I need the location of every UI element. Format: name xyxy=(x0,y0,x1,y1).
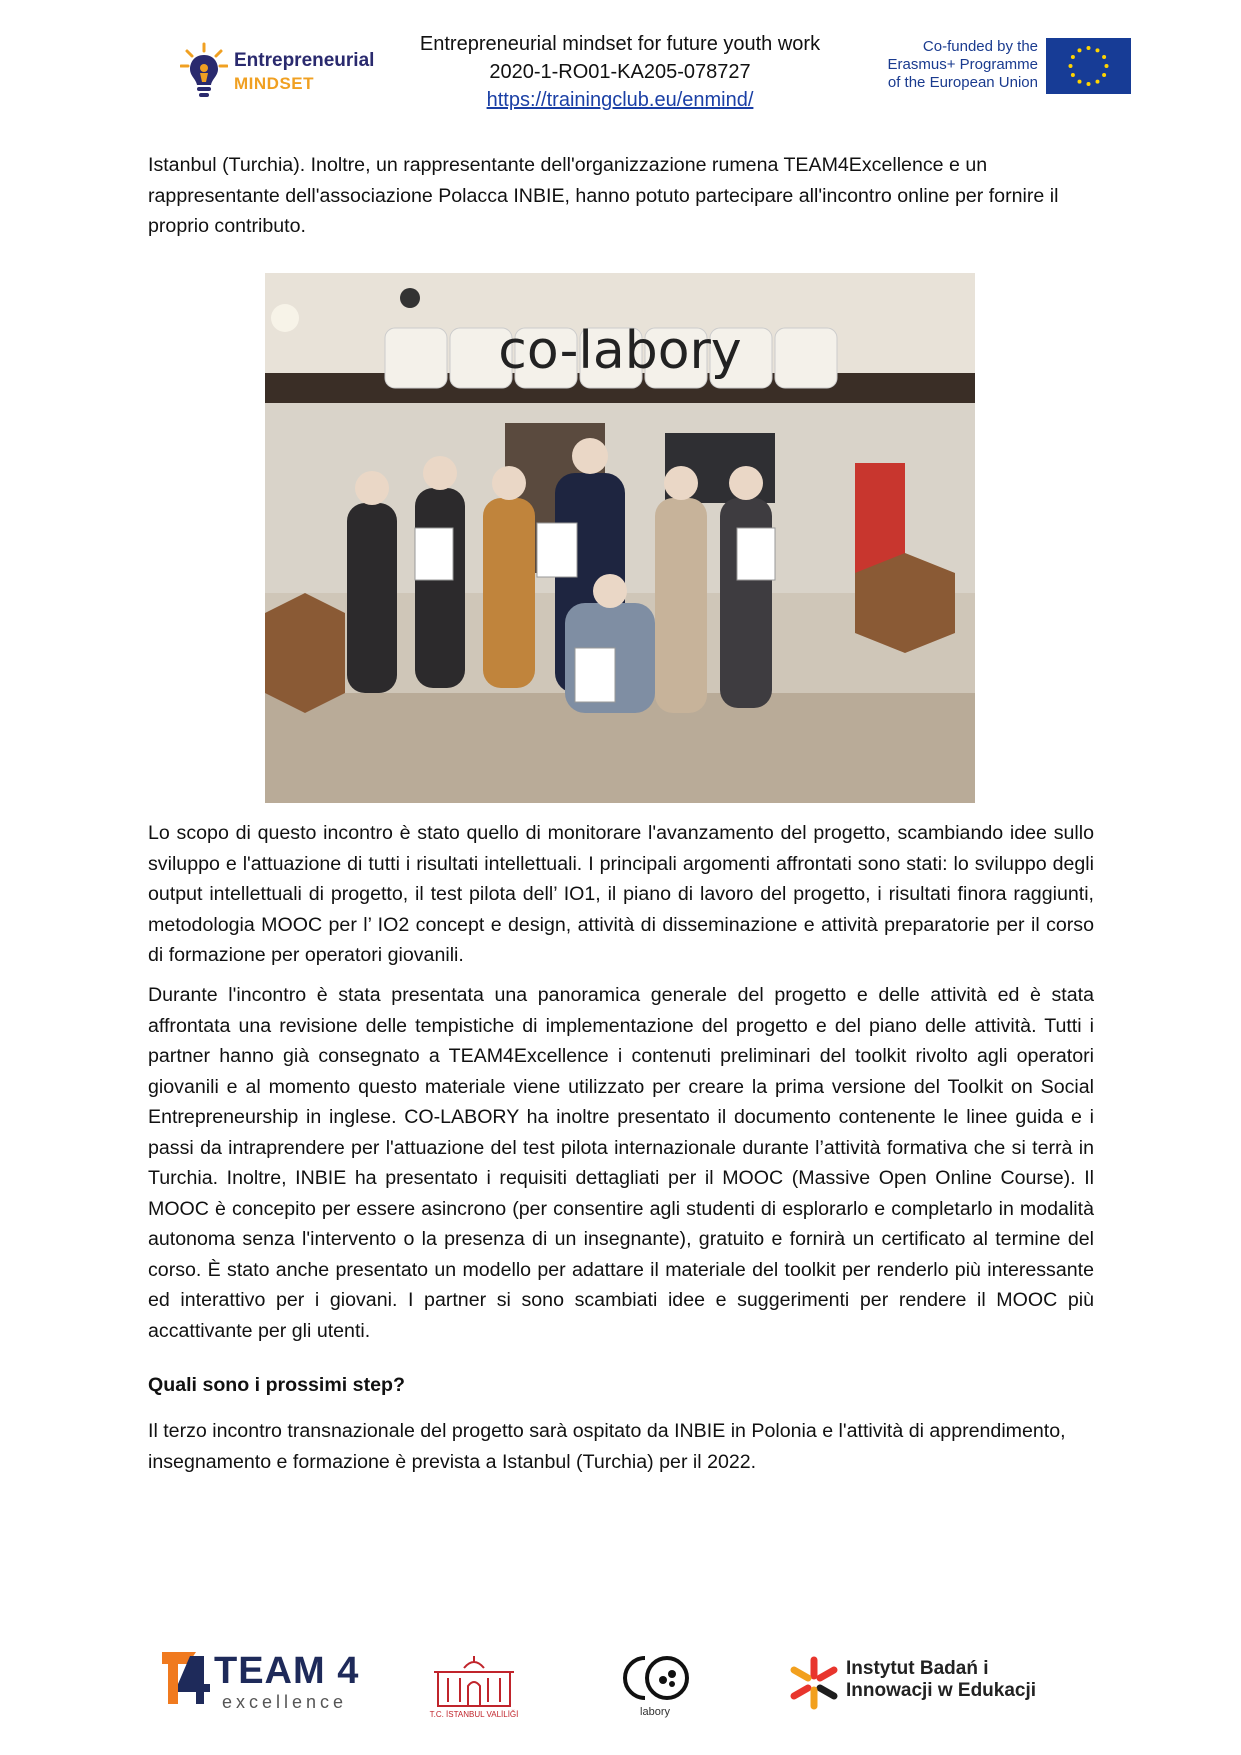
team4excellence-logo xyxy=(160,1650,370,1710)
team4-mark-icon xyxy=(160,1650,212,1706)
next-steps-heading: Quali sono i prossimi step? xyxy=(148,1374,405,1396)
inbie-name-line-2: Innowacji w Edukacji xyxy=(846,1680,1037,1701)
inbie-star-icon xyxy=(788,1654,840,1710)
entrepreneurial-mindset-logo xyxy=(180,38,390,108)
team4-name: TEAM 4 xyxy=(214,1650,360,1692)
scope-paragraph: Lo scopo di questo incontro è stato quello di monitorare l'avanzamento del progetto, scambiando idee sullo sviluppo e l'attuazione di tutti i risultati intellettuali. I principali argomenti affrontati sono stati: lo sviluppo degli output intellettuali di progetto, il test pilota dell’ IO1, il piano di lavoro del progetto, i risultati finora raggiunti, metodologia MOOC per l’ IO2 concept e design, attività di disseminazione e attività preparatorie per il corso di formazione per operatori giovanili. xyxy=(148,822,1094,966)
intro-paragraph: Istanbul (Turchia). Inoltre, un rappresentante dell'organizzazione rumena TEAM4Excellence e un rappresentante dell'associazione Polacca INBIE, hanno potuto partecipare all'incontro online per fornire il proprio contributo. xyxy=(148,154,1059,237)
meeting-paragraph: Durante l'incontro è stata presentata una panoramica generale del progetto e delle attività ed è stata affrontata una revisione delle tempistiche di implementazione del progetto e del piano delle attività. Tutti i partner hanno già consegnato a TEAM4Excellence i contenuti preliminari del toolkit rivolto agli operatori giovanili e al momento questo materiale viene utilizzato per creare la prima versione del Toolkit on Social Entrepreneurship in inglese. CO-LABORY ha inoltre presentato il documento contenente le linee guida e i passi da intraprendere per l'attuazione del test pilota internazionale durante l’attività formativa che si terrà in Turchia. Inoltre, INBIE ha presentato i requisiti dettagliati per il MOOC (Massive Open Online Course). Il MOOC è concepito per essere asincrono (per consentire agli studenti di esplorarlo e completarlo in modalità autonoma senza l'intervento o la presenza di un insegnante), gratuito e fornirà un certificato al termine del corso. È stato anche presentato un modello per adattare il materiale del toolkit per renderlo più interessante ed interattivo per i giovani. I partner si sono scambiati idee e suggerimenti per rendere il MOOC più accattivante per gli utenti. xyxy=(148,984,1094,1342)
istanbul-caption: T.C. İSTANBUL VALİLİĞİ xyxy=(429,1710,519,1719)
project-title: Entrepreneurial mindset for future youth work xyxy=(419,33,821,55)
eu-flag-icon xyxy=(1046,38,1131,94)
eu-text-line-2: Erasmus+ Programme xyxy=(887,56,1038,73)
eu-text-line-3: of the European Union xyxy=(887,74,1038,91)
page-header xyxy=(0,0,1241,120)
colabory-logo xyxy=(615,1650,695,1722)
inbie-logo xyxy=(788,1654,1048,1714)
logo-line-2: MINDSET xyxy=(234,74,314,93)
inbie-name-line-1: Instytut Badań i xyxy=(846,1658,989,1679)
lightbulb-icon xyxy=(180,42,228,100)
group-photo xyxy=(265,273,975,803)
photo-sign-text: co-labory xyxy=(498,321,742,381)
colabory-subtitle: labory xyxy=(640,1706,670,1718)
logo-line-1: Entrepreneurial xyxy=(234,50,375,71)
istanbul-valiligi-logo xyxy=(428,1652,520,1722)
eu-cofunded-logo xyxy=(868,38,1138,94)
header-title-block xyxy=(370,30,870,114)
partner-logos-footer xyxy=(0,1640,1241,1730)
group-photo-illustration xyxy=(265,273,975,803)
team4-subtitle: excellence xyxy=(222,1692,348,1712)
eu-text-line-1: Co-funded by the xyxy=(922,38,1038,55)
colabory-mark-icon xyxy=(615,1650,695,1706)
next-steps-paragraph: Il terzo incontro transnazionale del progetto sarà ospitato da INBIE in Polonia e l'attività di apprendimento, insegnamento e formazione è prevista a Istanbul (Turchia) per il 2022. xyxy=(148,1420,1066,1473)
project-url-link[interactable]: https://trainingclub.eu/enmind/ xyxy=(486,89,754,111)
istanbul-building-icon xyxy=(428,1652,520,1710)
project-code: 2020-1-RO01-KA205-078727 xyxy=(489,61,751,83)
